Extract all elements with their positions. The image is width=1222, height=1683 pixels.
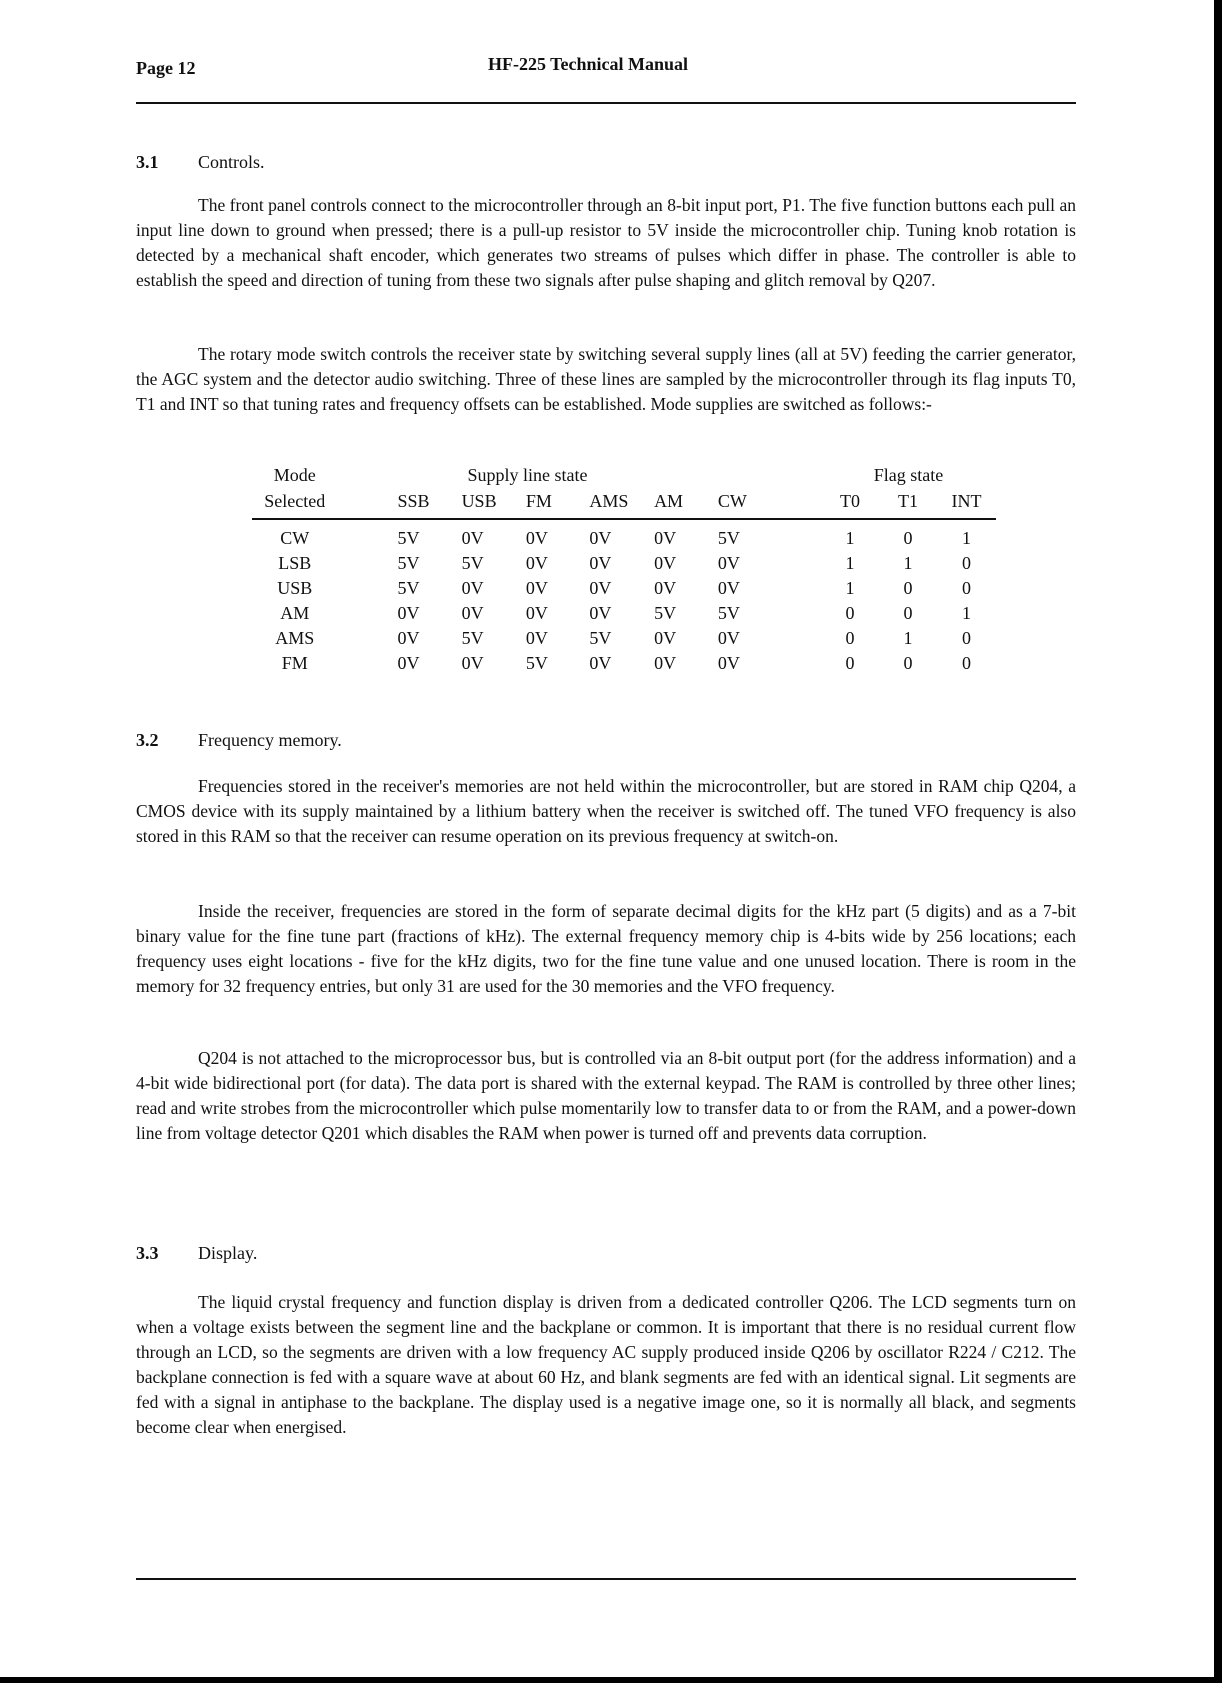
flag-cell: 0 [903, 528, 913, 548]
supply-cell: 5V [654, 603, 677, 623]
column-header: T1 [879, 488, 937, 519]
supply-cell: 0V [525, 578, 548, 598]
table-row [252, 651, 996, 676]
supply-cell: 0V [461, 578, 484, 598]
supply-cell: 5V [397, 578, 420, 598]
supply-group-header: Supply line state [467, 464, 588, 485]
supply-cell: 0V [525, 528, 548, 548]
mode-cell: LSB [278, 553, 312, 573]
flag-cell: 1 [903, 553, 913, 573]
section-title: Display. [198, 1243, 258, 1263]
flag-cell: 0 [845, 603, 855, 623]
supply-cell: 0V [397, 628, 420, 648]
supply-cell: 0V [717, 553, 740, 573]
flag-cell: 0 [903, 603, 913, 623]
flag-cell: 0 [961, 553, 971, 573]
mode-cell: FM [281, 653, 308, 673]
mode-cell: AM [280, 603, 310, 623]
column-header: T0 [821, 488, 879, 519]
flag-cell: 0 [845, 653, 855, 673]
table-group-header-row [252, 462, 996, 488]
section-number: 3.1 [136, 152, 159, 172]
paragraph: The rotary mode switch controls the receiver state by switching several supply lines (all at 5V) feeding the carrier generator, the AGC system and the detector audio switching. Three of these lines are sampled by the microcontroller through its flag inputs T0, T1 and INT so that tuning rates and frequency offsets can be established. Mode supplies are switched as follows:- [136, 344, 1076, 414]
table-row [252, 519, 996, 551]
supply-cell: 0V [589, 603, 612, 623]
table-row [252, 601, 996, 626]
flag-cell: 1 [961, 528, 971, 548]
supply-cell: 0V [589, 653, 612, 673]
column-header: AM [650, 488, 714, 519]
supply-cell: 0V [461, 528, 484, 548]
paragraph: The liquid crystal frequency and function display is driven from a dedicated controller Q206. The LCD segments turn on when a voltage exists between the segment line and the backplane or common. It is important that there is no residual current flow through an LCD, so the segments are driven with a low frequency AC supply produced inside Q206 by oscillator R224 / C212. The backplane connection is fed with a square wave at about 60 Hz, and blank segments are fed with an identical signal. Lit segments are fed with a signal in antiphase to the backplane. The display used is a negative image one, so it is normally all black, and segments become clear when energised. [136, 1292, 1076, 1437]
supply-cell: 0V [589, 528, 612, 548]
supply-cell: 0V [654, 553, 677, 573]
section-heading-frequency-memory [136, 730, 342, 751]
flag-cell: 1 [845, 553, 855, 573]
paragraph: Frequencies stored in the receiver's memories are not held within the microcontroller, but are stored in RAM chip Q204, a CMOS device with its supply maintained by a lithium battery when the receiver is switched off. The tuned VFO frequency is also stored in this RAM so that the receiver can resume operation on its previous frequency at switch-on. [136, 776, 1076, 846]
supply-cell: 0V [397, 603, 420, 623]
column-header: CW [714, 488, 778, 519]
supply-cell: 5V [397, 553, 420, 573]
supply-cell: 0V [397, 653, 420, 673]
flag-cell: 1 [845, 528, 855, 548]
table-row [252, 626, 996, 651]
header-rule [136, 102, 1076, 104]
flag-cell: 0 [903, 578, 913, 598]
column-header: FM [522, 488, 585, 519]
mode-cell: AMS [275, 628, 315, 648]
supply-cell: 5V [397, 528, 420, 548]
section-heading-controls [136, 152, 265, 173]
flag-cell: 1 [961, 603, 971, 623]
table-row [252, 551, 996, 576]
section-title: Frequency memory. [198, 730, 342, 750]
supply-cell: 0V [525, 553, 548, 573]
page-title: HF-225 Technical Manual [488, 54, 689, 74]
mode-header-line1: Mode [273, 464, 316, 485]
section-number: 3.2 [136, 730, 159, 750]
column-header: INT [937, 488, 996, 519]
section-number: 3.3 [136, 1243, 159, 1263]
supply-cell: 5V [717, 528, 740, 548]
scan-edge-bottom [0, 1677, 1222, 1683]
paragraph: Q204 is not attached to the microprocessor bus, but is controlled via an 8-bit output port (for the address information) and a 4-bit wide bidirectional port (for data). The data port is shared with the external keypad. The RAM is controlled by three other lines; read and write strobes from the microcontroller which pulse momentarily low to transfer data to or from the RAM, and a power-down line from voltage detector Q201 which disables the RAM when power is turned off and prevents data corruption. [136, 1048, 1076, 1143]
table-column-header-row [252, 488, 996, 519]
supply-cell: 0V [461, 653, 484, 673]
supply-cell: 5V [461, 553, 484, 573]
flag-cell: 0 [961, 653, 971, 673]
supply-cell: 0V [654, 528, 677, 548]
flag-cell: 1 [845, 578, 855, 598]
section-title: Controls. [198, 152, 265, 172]
supply-cell: 5V [589, 628, 612, 648]
mode-cell: USB [277, 578, 313, 598]
mode-cell: CW [280, 528, 310, 548]
table-row [252, 576, 996, 601]
supply-cell: 5V [717, 603, 740, 623]
supply-cell: 0V [525, 603, 548, 623]
supply-cell: 0V [654, 628, 677, 648]
supply-cell: 0V [589, 553, 612, 573]
section-heading-display [136, 1243, 257, 1264]
flag-cell: 0 [903, 653, 913, 673]
supply-cell: 0V [589, 578, 612, 598]
column-header: AMS [585, 488, 650, 519]
mode-supply-table [252, 462, 996, 676]
scan-edge-right [1214, 0, 1222, 1683]
flag-cell: 0 [961, 628, 971, 648]
supply-cell: 5V [461, 628, 484, 648]
paragraph: The front panel controls connect to the microcontroller through an 8-bit input port, P1. The five function buttons each pull an input line down to ground when pressed; there is a pull-up resistor to 5V inside the microcontroller chip. Tuning knob rotation is detected by a mechanical shaft encoder, which generates two streams of pulses which differ in phase. The controller is able to establish the speed and direction of tuning from these two signals after pulse shaping and glitch removal by Q207. [136, 195, 1076, 290]
paragraph: Inside the receiver, frequencies are stored in the form of separate decimal digits for the kHz part (5 digits) and as a 7-bit binary value for the fine tune part (fractions of kHz). The external frequency memory chip is 4-bits wide by 256 locations; each frequency uses eight locations - five for the kHz digits, two for the fine tune value and one unused location. There is room in the memory for 32 frequency entries, but only 31 are used for the 30 memories and the VFO frequency. [136, 901, 1076, 996]
column-header: SSB [394, 488, 458, 519]
supply-cell: 0V [525, 628, 548, 648]
supply-cell: 0V [654, 653, 677, 673]
supply-cell: 0V [717, 628, 740, 648]
supply-cell: 0V [654, 578, 677, 598]
flag-cell: 1 [903, 628, 913, 648]
flag-cell: 0 [961, 578, 971, 598]
supply-cell: 5V [525, 653, 548, 673]
supply-cell: 0V [461, 603, 484, 623]
column-header: USB [458, 488, 522, 519]
page-number: Page 12 [136, 58, 196, 78]
flag-group-header: Flag state [873, 464, 944, 485]
supply-cell: 0V [717, 653, 740, 673]
mode-header-line2: Selected [252, 488, 337, 519]
flag-cell: 0 [845, 628, 855, 648]
footer-rule [136, 1578, 1076, 1580]
supply-cell: 0V [717, 578, 740, 598]
